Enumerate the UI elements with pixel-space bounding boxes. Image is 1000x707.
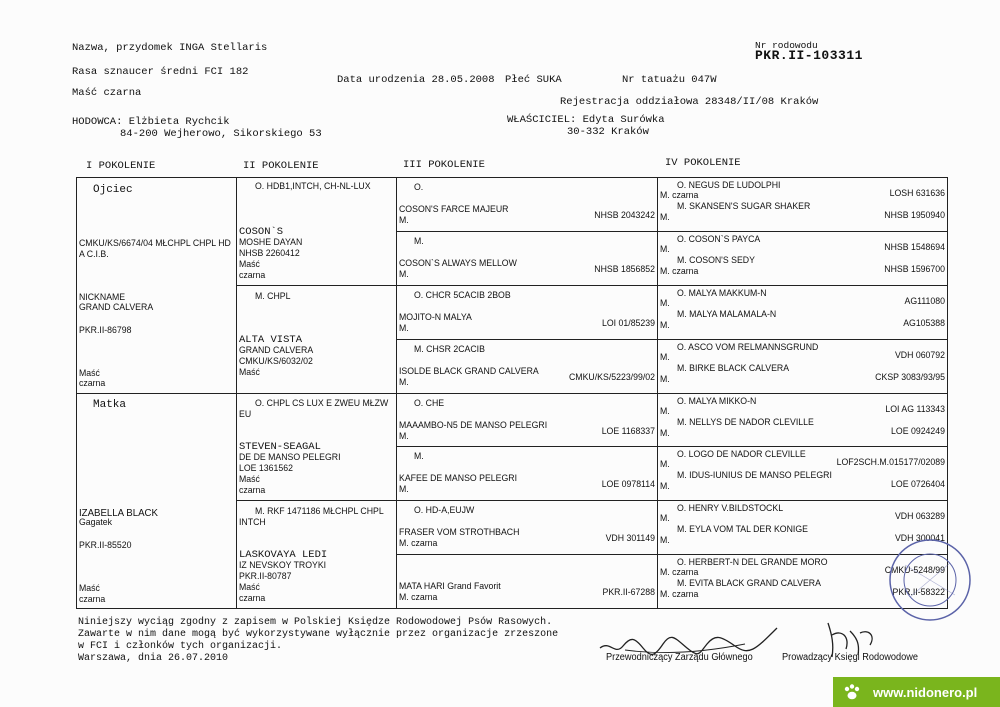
gen3-reg: CMKU/KS/5223/99/02 [568, 372, 655, 383]
gen3-sex: M. [399, 323, 409, 334]
gen3-reg: PKR.II-67288 [602, 587, 655, 598]
gen2-name-1: LASKOVAYA LEDI [239, 549, 328, 561]
breeder-address: 84-200 Wejherowo, Sikorskiego 53 [120, 128, 322, 140]
gen3-title: O. CHCR 5CACIB 2BOB [414, 290, 511, 301]
gen4-sire-reg: CMKU-5248/99 [884, 565, 945, 576]
gen3-sex: M. [399, 215, 409, 226]
tattoo: Nr tatuażu 047W [622, 74, 717, 86]
dam-color-label: Maść [79, 583, 100, 594]
gen4-dam-sex: M. czarna [660, 266, 699, 277]
gen2-name-2: GRAND CALVERA [239, 345, 314, 356]
owner-address: 30-332 Kraków [567, 126, 649, 138]
gen4-sire-sex: M. czarna [660, 190, 699, 201]
gen4-sire-sex: M. [660, 459, 670, 470]
gen4-sire-reg: VDH 063289 [894, 511, 945, 522]
gen3-reg: LOI 01/85239 [602, 318, 655, 329]
gen4-dam-reg: LOE 0924249 [891, 426, 945, 437]
gen2-title: O. HDB1,INTCH, CH-NL-LUX [255, 181, 371, 192]
brand-banner[interactable] [833, 677, 1000, 707]
gen4-dam-reg: NHSB 1950940 [884, 210, 945, 221]
dog-color: Maść czarna [72, 87, 142, 99]
gen3-title: M. [414, 236, 424, 247]
gen2-color: czarna [239, 485, 266, 496]
gen3-title: O. [414, 182, 424, 193]
gen-header-1: I POKOLENIE [86, 160, 156, 172]
gen3-reg: NHSB 1856852 [594, 264, 655, 275]
gen4-dam-reg: CKSP 3083/93/95 [875, 372, 945, 383]
gen3-sex: M. [399, 431, 409, 442]
owner: WŁAŚCICIEL: Edyta Surówka [507, 114, 665, 126]
gen4-sire-sex: M. [660, 406, 670, 417]
dam-name-1: IZABELLA BLACK [79, 507, 158, 519]
gen4-dam-reg: PKR.II-58322 [892, 587, 945, 598]
gen3-name: COSON`S ALWAYS MELLOW [399, 258, 517, 269]
sire-name-1: NICKNAME [79, 292, 126, 303]
gen2-color: czarna [239, 270, 266, 281]
signature-label-registrar: Prowadzący Księgi Rodowodowe [782, 652, 919, 663]
dam-role: Matka [93, 399, 127, 411]
gen-header-2: II POKOLENIE [243, 160, 319, 172]
gen4-dam-reg: NHSB 1596700 [884, 264, 945, 275]
gen3-title: O. HD-A,EUJW [414, 505, 475, 516]
paw-icon [841, 681, 863, 703]
sire-reg: PKR.II-86798 [79, 325, 132, 336]
registration: Rejestracja oddziałowa 28348/II/08 Kraków [560, 96, 819, 108]
gen2-color: czarna [239, 593, 266, 604]
gen4-dam-sex: M. [660, 320, 670, 331]
gen3-name: ISOLDE BLACK GRAND CALVERA [399, 366, 539, 377]
gen4-sire: O. ASCO VOM RELMANNSGRUND [677, 342, 819, 353]
gen4-sire-sex: M. [660, 298, 670, 309]
sire-color-label: Maść [79, 368, 100, 379]
gen4-sire: O. MALYA MAKKUM-N [677, 288, 767, 299]
gen4-sire: O. NEGUS DE LUDOLPHI [677, 180, 781, 191]
gen4-sire: O. LOGO DE NADOR CLEVILLE [677, 449, 806, 460]
gen4-dam-sex: M. czarna [660, 589, 699, 600]
sire-color: czarna [79, 378, 106, 389]
gen3-name: MOJITO-N MALYA [399, 312, 472, 323]
pedigree-label: Nr rodowodu [755, 40, 818, 51]
gen2-name-2: MOSHE DAYAN [239, 237, 303, 248]
footer-line-1: Niniejszy wyciąg zgodny z zapisem w Polskiej Księdze Rodowodowej Psów Rasowych. [78, 617, 553, 628]
gen2-name-2: DE DE MANSO PELEGRI [239, 452, 341, 463]
gen2-reg: NHSB 2260412 [239, 248, 300, 259]
footer-line-2: Zawarte w nim dane mogą być wykorzystywane wyłącznie przez organizacje zrzeszone [78, 629, 559, 640]
gen2-color-label: Maść [239, 367, 260, 378]
gen2-reg: PKR.II-80787 [239, 571, 292, 582]
gen4-sire-reg: LOSH 631636 [889, 188, 945, 199]
gen2-color-label: Maść [239, 474, 260, 485]
gen4-dam-sex: M. [660, 212, 670, 223]
gen4-sire-sex: M. [660, 352, 670, 363]
gen2-reg: LOE 1361562 [239, 463, 293, 474]
sex: Płeć SUKA [505, 74, 562, 86]
gen4-dam-sex: M. [660, 374, 670, 385]
gen4-dam: M. SKANSEN'S SUGAR SHAKER [677, 201, 811, 212]
gen4-sire-sex: M. [660, 513, 670, 524]
dam-reg: PKR.II-85520 [79, 540, 132, 551]
gen4-dam-sex: M. [660, 535, 670, 546]
gen3-name: KAFEE DE MANSO PELEGRI [399, 473, 518, 484]
gen3-sex: M. czarna [399, 538, 438, 549]
gen4-dam: M. EVITA BLACK GRAND CALVERA [677, 578, 821, 589]
gen4-sire-reg: VDH 060792 [894, 350, 945, 361]
gen2-title-2: EU [239, 409, 252, 420]
gen3-reg: LOE 0978114 [601, 479, 655, 490]
gen4-dam-sex: M. [660, 481, 670, 492]
gen4-sire: O. HENRY V.BILDSTOCKL [677, 503, 784, 514]
official-stamp [885, 535, 975, 625]
gen4-dam-reg: VDH 300041 [894, 533, 945, 544]
gen2-name-1: ALTA VISTA [239, 334, 303, 346]
gen4-sire: O. COSON`S PAYCA [677, 234, 761, 245]
sire-role: Ojciec [93, 184, 133, 196]
gen3-reg: VDH 301149 [605, 533, 655, 544]
gen2-name-1: COSON`S [239, 226, 284, 238]
gen4-sire-reg: AG111080 [904, 296, 945, 307]
sire-titles-2: A C.I.B. [79, 249, 109, 260]
gen2-name-1: STEVEN-SEAGAL [239, 441, 321, 453]
sire-titles: CMKU/KS/6674/04 MŁCHPL CHPL HD [79, 238, 231, 249]
gen3-title: M. CHSR 2CACIB [414, 344, 485, 355]
gen3-name: MATA HARI Grand Favorit [399, 581, 501, 592]
gen2-title: M. RKF 1471186 MŁCHPL CHPL [255, 506, 384, 517]
gen2-reg: CMKU/KS/6032/02 [239, 356, 313, 367]
gen3-reg: NHSB 2043242 [594, 210, 655, 221]
gen3-name: FRASER VOM STROTHBACH [399, 527, 520, 538]
gen-header-3: III POKOLENIE [403, 159, 485, 171]
gen3-title: M. [414, 451, 424, 462]
dog-breed: Rasa sznaucer średni FCI 182 [72, 66, 249, 78]
gen4-dam: M. EYLA VOM TAL DER KONIGE [677, 524, 808, 535]
gen3-sex: M. [399, 377, 409, 388]
gen4-dam-reg: AG105388 [903, 318, 945, 329]
footer-line-3: w FCI i członków tych organizacji. [78, 641, 283, 652]
signature-label-chairman: Przewodniczący Zarządu Głównego [606, 652, 753, 663]
gen2-title: O. CHPL CS LUX E ZWEU MŁZW [255, 398, 389, 409]
gen3-reg: LOE 1168337 [601, 426, 655, 437]
breeder: HODOWCA: Elżbieta Rychcik [72, 116, 230, 128]
sire-name-2: GRAND CALVERA [79, 302, 154, 313]
dog-name: Nazwa, przydomek INGA Stellaris [72, 42, 268, 54]
gen4-dam: M. MALYA MALAMALA-N [677, 309, 777, 320]
gen4-dam: M. COSON'S SEDY [677, 255, 755, 266]
gen4-sire-reg: LOI AG 113343 [885, 404, 945, 415]
gen3-title: O. CHE [414, 398, 445, 409]
gen2-color-label: Maść [239, 259, 260, 270]
gen4-sire-reg: NHSB 1548694 [884, 242, 945, 253]
gen4-dam: M. BIRKE BLACK CALVERA [677, 363, 790, 374]
gen4-sire: O. MALYA MIKKO-N [677, 396, 757, 407]
gen4-dam: M. IDUS-IUNIUS DE MANSO PELEGRI [677, 470, 832, 481]
gen3-sex: M. czarna [399, 592, 438, 603]
pedigree-number: PKR.II-103311 [755, 48, 863, 63]
gen4-dam: M. NELLYS DE NADOR CLEVILLE [677, 417, 814, 428]
gen3-sex: M. [399, 269, 409, 280]
gen4-sire-reg: LOF2SCH.M.015177/02089 [836, 457, 945, 468]
gen3-sex: M. [399, 484, 409, 495]
gen3-name: MAAAMBO-N5 DE MANSO PELEGRI [399, 420, 548, 431]
gen3-name: COSON'S FARCE MAJEUR [399, 204, 509, 215]
birth-date: Data urodzenia 28.05.2008 [337, 74, 495, 86]
dam-color: czarna [79, 594, 106, 605]
gen4-dam-sex: M. [660, 428, 670, 439]
gen4-sire-sex: M. czarna [660, 567, 699, 578]
brand-url[interactable]: www.nidonero.pl [873, 684, 978, 700]
gen4-sire: O. HERBERT-N DEL GRANDE MORO [677, 557, 828, 568]
gen-header-4: IV POKOLENIE [665, 157, 741, 169]
gen2-name-2: IZ NEVSKOY TROYKI [239, 560, 327, 571]
gen2-color-label: Maść [239, 582, 260, 593]
gen2-title: M. CHPL [255, 291, 291, 302]
dam-name-2: Gagatek [79, 517, 113, 528]
footer-line-4: Warszawa, dnia 26.07.2010 [78, 653, 229, 664]
gen4-sire-sex: M. [660, 244, 670, 255]
gen2-title-2: INTCH [239, 517, 266, 528]
gen4-dam-reg: LOE 0726404 [891, 479, 945, 490]
